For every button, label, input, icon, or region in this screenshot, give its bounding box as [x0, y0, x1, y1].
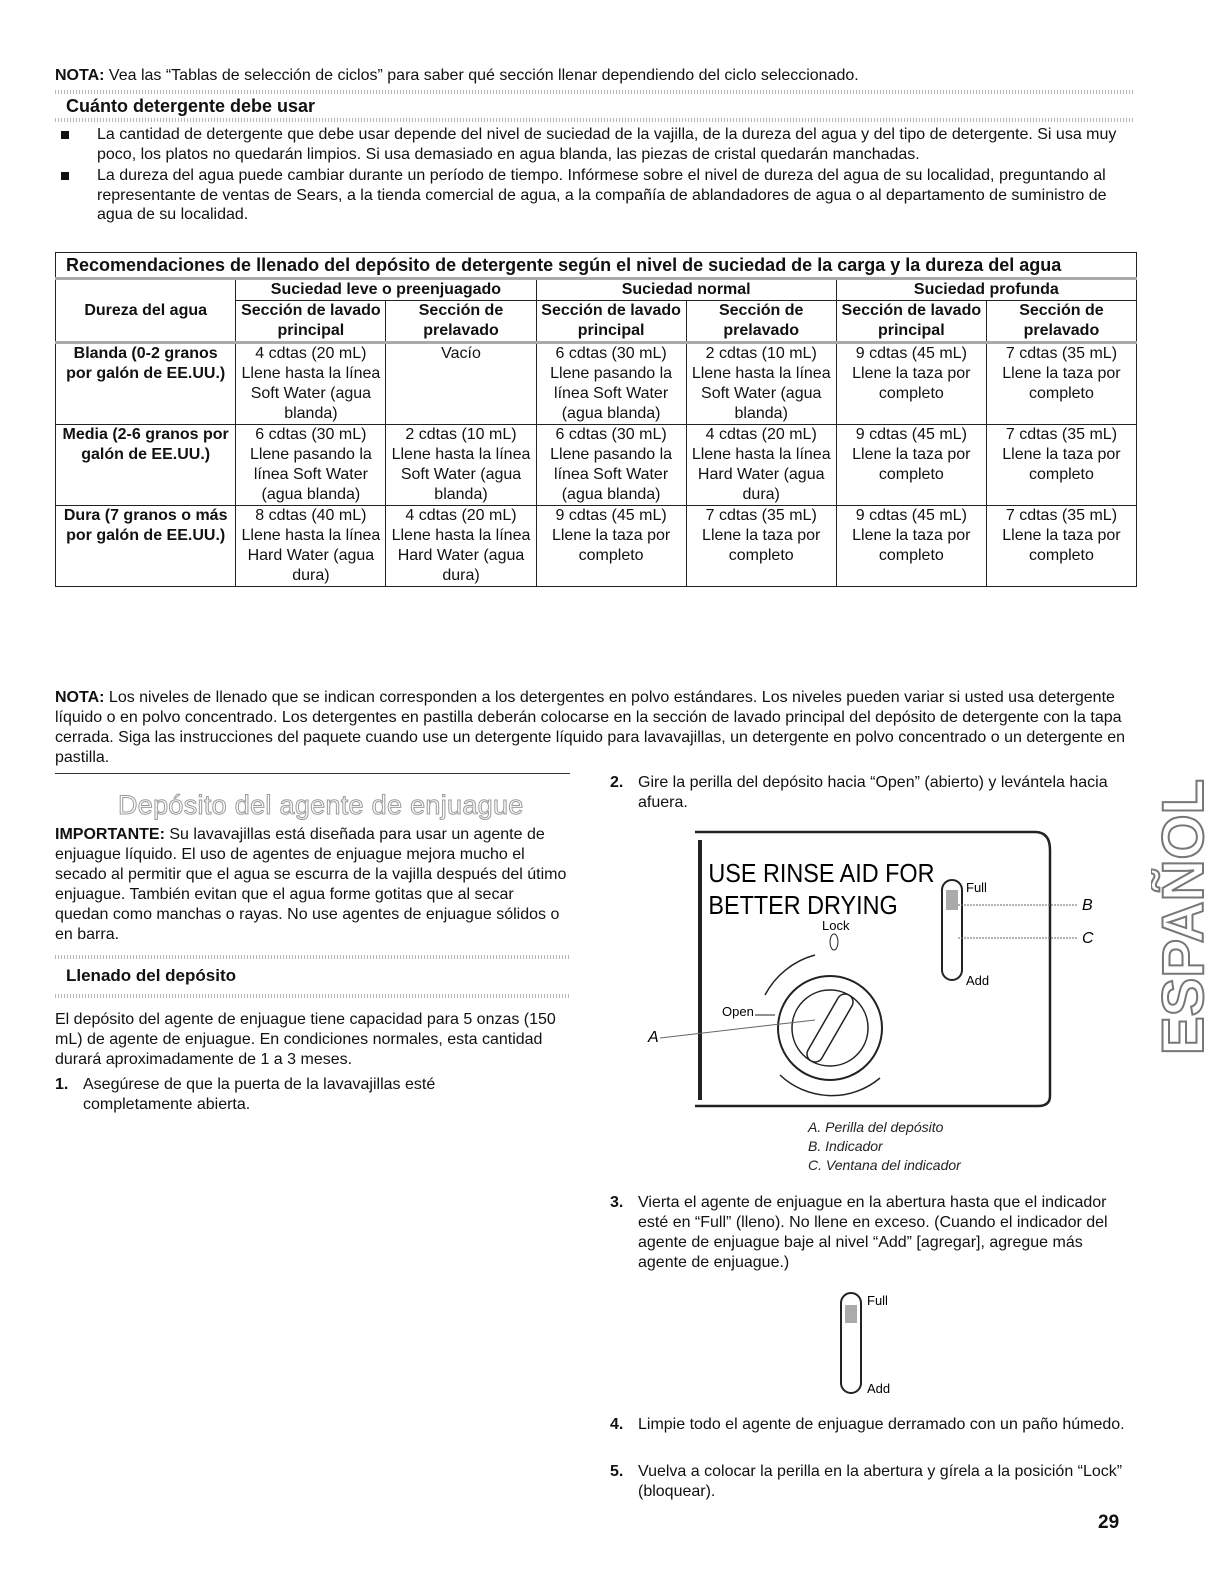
callout-a: A [648, 1029, 659, 1046]
indicator [946, 890, 958, 910]
section-divider [55, 955, 570, 959]
panel-line1: USE RINSE AID FOR [708, 859, 935, 889]
sub-header: Sección de lavado principal [236, 301, 386, 343]
full-label: Full [867, 1293, 888, 1308]
table-cell: 9 cdtas (45 mL) Llene la taza por completo [836, 425, 986, 506]
row-label: Dura (7 granos o más por galón de EE.UU.) [56, 506, 236, 587]
important-paragraph [55, 825, 570, 945]
table-cell: 4 cdtas (20 mL) Llene hasta la línea Soft Water (agua blanda) [236, 343, 386, 425]
section-title: Cuánto detergente debe usar [66, 96, 316, 116]
subsection-title: Llenado del depósito [66, 966, 237, 985]
add-label: Add [966, 973, 990, 988]
step-text: Gire la perilla del depósito hacia “Open” (abierto) y levántela hacia afuera. [638, 774, 1108, 811]
section-divider [55, 118, 1135, 122]
step-text: Vuelva a colocar la perilla en la abertura y gírela a la posición “Lock” (bloquear). [638, 1463, 1123, 1500]
callout-b: B [1082, 897, 1093, 914]
bullet-item: La dureza del agua puede cambiar durante un período de tiempo. Infórmese sobre el nivel de dureza del agua de su localidad, preguntando al representante de ventas de Sears, a la tienda comercial de agua, a la compañía de ablandadores de agua o al departamento de suministro de agua de su localidad. [55, 166, 1135, 225]
table-cell: 9 cdtas (45 mL) Llene la taza por completo [836, 343, 986, 425]
sub-header: Sección de prelavado [386, 301, 536, 343]
bullet-square-icon [61, 131, 69, 139]
sub-header: Sección de lavado principal [536, 301, 686, 343]
table-cell: Vacío [386, 343, 536, 425]
row-label: Media (2-6 granos por galón de EE.UU.) [56, 425, 236, 506]
fill-paragraph: El depósito del agente de enjuague tiene capacidad para 5 onzas (150 mL) de agente de enjuague. En condiciones normales, esta cantidad durará aproximadamente de 1 a 3 meses. [55, 1011, 556, 1068]
group-header: Suciedad profunda [836, 279, 1136, 301]
section-divider [55, 994, 570, 998]
step-4 [610, 1415, 1130, 1457]
rinse-dispenser-diagram [640, 820, 1100, 1110]
lock-label: Lock [822, 918, 850, 933]
indicator [845, 1305, 857, 1323]
dispenser-knob [778, 976, 882, 1080]
indicator-small-diagram [835, 1285, 905, 1400]
full-label: Full [966, 880, 987, 895]
section-divider [55, 90, 1135, 94]
rinse-heading: Depósito del agente de enjuague [118, 790, 524, 820]
table-cell: 6 cdtas (30 mL) Llene pasando la línea Soft Water (agua blanda) [236, 425, 386, 506]
step-number: 5. [610, 1463, 624, 1480]
bullet-square-icon [61, 172, 69, 180]
detergent-table [55, 252, 1137, 587]
sub-header: Sección de prelavado [986, 301, 1136, 343]
step-1 [55, 1075, 570, 1120]
table-cell: 2 cdtas (10 mL) Llene hasta la línea Soft Water (agua blanda) [386, 425, 536, 506]
table-cell: 6 cdtas (30 mL) Llene pasando la línea Soft Water (agua blanda) [536, 425, 686, 506]
table-cell: 9 cdtas (45 mL) Llene la taza por completo [536, 506, 686, 587]
row-label: Blanda (0-2 granos por galón de EE.UU.) [56, 343, 236, 425]
note-label: NOTA: [55, 67, 105, 84]
table-cell: 7 cdtas (35 mL) Llene la taza por completo [986, 343, 1136, 425]
step-number: 3. [610, 1194, 624, 1211]
important-text: Su lavavajillas está diseñada para usar un agente de enjuague líquido. El uso de agentes de enjuague mejora mucho el secado al permitir que el agua se escurra de la vajilla después del útimo enjuague. También evitan que el agua forme gotitas que al secar quedan como manchas o rayas. No use agentes de enjuague sólidos o en barra. [55, 826, 567, 943]
note-label: NOTA: [55, 689, 105, 706]
caption-b: B. Indicador [808, 1138, 883, 1154]
table-cell: 7 cdtas (35 mL) Llene la taza por completo [986, 425, 1136, 506]
step-text: Asegúrese de que la puerta de la lavavajillas esté completamente abierta. [83, 1076, 436, 1113]
step-number: 1. [55, 1076, 69, 1093]
group-header: Suciedad leve o preenjuagado [236, 279, 536, 301]
top-note [55, 66, 1135, 85]
table-title: Recomendaciones de llenado del depósito de detergente según el nivel de suciedad de la carga y la dureza del agua [56, 253, 1137, 279]
step-3 [610, 1193, 1130, 1278]
callout-c: C [1082, 930, 1094, 947]
page-number: 29 [1098, 1512, 1120, 1533]
language-sidebar [1143, 778, 1225, 1055]
group-header: Suciedad normal [536, 279, 836, 301]
step-5 [610, 1462, 1130, 1504]
table-row [56, 343, 1137, 425]
sub-header: Sección de lavado principal [836, 301, 986, 343]
open-label: Open [722, 1004, 754, 1019]
bottom-note [55, 688, 1140, 768]
add-label: Add [867, 1381, 891, 1396]
table-cell: 4 cdtas (20 mL) Llene hasta la línea Hard Water (agua dura) [686, 425, 836, 506]
table-cell: 2 cdtas (10 mL) Llene hasta la línea Soft Water (agua blanda) [686, 343, 836, 425]
table-cell: 6 cdtas (30 mL) Llene pasando la línea Soft Water (agua blanda) [536, 343, 686, 425]
table-cell: 7 cdtas (35 mL) Llene la taza por completo [686, 506, 836, 587]
diagram-captions [808, 1118, 1008, 1175]
panel-line2: BETTER DRYING [708, 891, 898, 921]
row-header-label: Dureza del agua [56, 279, 236, 343]
table-cell: 9 cdtas (45 mL) Llene la taza por completo [836, 506, 986, 587]
caption-a: A. Perilla del depósito [808, 1119, 944, 1135]
table-cell: 4 cdtas (20 mL) Llene hasta la línea Hard Water (agua dura) [386, 506, 536, 587]
note-text: Los niveles de llenado que se indican corresponden a los detergentes en polvo estándares. Los niveles pueden variar si usted usa detergente líquido o en polvo concentrado. Los detergentes en pastilla deberán colocarse en la sección de lavado principal del depósito de detergente con la tapa cerrada. Siga las instrucciones del paquete cuando use un detergente líquido para lavavajillas, un detergente en polvo concentrado o un detergente en pastilla. [55, 689, 1126, 766]
table-cell: 8 cdtas (40 mL) Llene hasta la línea Hard Water (agua dura) [236, 506, 386, 587]
table-cell: 7 cdtas (35 mL) Llene la taza por completo [986, 506, 1136, 587]
bullet-item: La cantidad de detergente que debe usar depende del nivel de suciedad de la vajilla, de la dureza del agua y del tipo de detergente. Si usa muy poco, los platos no quedarán limpios. Si usa demasiado en agua blanda, las piezas de cristal quedarán manchadas. [55, 125, 1135, 164]
table-row [56, 425, 1137, 506]
note-text: Vea las “Tablas de selección de ciclos” para saber qué sección llenar dependiendo del ciclo seleccionado. [104, 67, 859, 84]
table-row [56, 506, 1137, 587]
step-number: 4. [610, 1416, 624, 1433]
step-2 [610, 773, 1130, 818]
bullet-list [55, 125, 1135, 227]
important-label: IMPORTANTE: [55, 826, 165, 843]
sub-header: Sección de prelavado [686, 301, 836, 343]
sidebar-label: ESPAÑOL [1151, 778, 1216, 1055]
step-text: Vierta el agente de enjuague en la abertura hasta que el indicador esté en “Full” (lleno). No llene en exceso. (Cuando el indicador del agente de enjuague baje al nivel “Add” [agregar], agregue más agente de enjuague.) [638, 1194, 1108, 1271]
column-rule [55, 773, 570, 774]
caption-c: C. Ventana del indicador [808, 1157, 961, 1173]
step-text: Limpie todo el agente de enjuague derramado con un paño húmedo. [638, 1416, 1125, 1433]
step-number: 2. [610, 774, 624, 791]
